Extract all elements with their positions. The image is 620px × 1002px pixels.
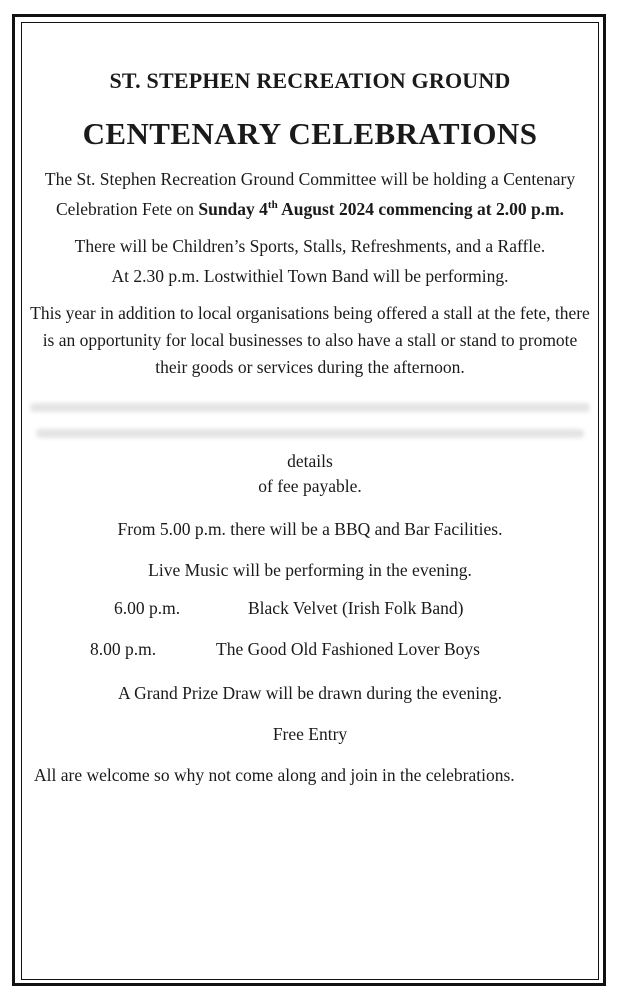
schedule-time: 6.00 p.m. bbox=[114, 597, 181, 618]
intro-text: The St. Stephen Recreation Ground Committee will be holding a Centenary Celebration Fete on bbox=[44, 169, 576, 219]
ground-heading: ST. STEPHEN RECREATION GROUND bbox=[109, 68, 511, 93]
free-entry-text: Free Entry bbox=[272, 723, 348, 744]
event-date bbox=[198, 199, 564, 219]
details-text: details bbox=[287, 450, 333, 471]
activities-text: There will be Children’s Sports, Stalls, Refreshments, and a Raffle. bbox=[74, 235, 546, 256]
bbq-text: From 5.00 p.m. there will be a BBQ and Bar Facilities. bbox=[117, 518, 503, 539]
schedule-time: 8.00 p.m. bbox=[90, 638, 157, 659]
schedule-row bbox=[26, 598, 594, 624]
band-text: At 2.30 p.m. Lostwithiel Town Band will be performing. bbox=[111, 265, 509, 286]
intro-paragraph bbox=[26, 166, 594, 222]
notice bbox=[26, 26, 594, 789]
fee-text: of fee payable. bbox=[258, 475, 362, 496]
welcome-text: All are welcome so why not come along and join in the celebrations. bbox=[34, 764, 515, 785]
live-music-text: Live Music will be performing in the evening. bbox=[148, 559, 472, 580]
prize-draw-text: A Grand Prize Draw will be drawn during the evening. bbox=[118, 682, 502, 703]
event-date-suffix: th bbox=[267, 199, 278, 211]
schedule-act: Black Velvet (Irish Folk Band) bbox=[248, 597, 464, 618]
event-date-day: Sunday 4 bbox=[198, 198, 268, 219]
stalls-text: This year in addition to local organisations being offered a stall at the fete, there is an opportunity for local businesses to also have a stall or stand to promote their goods or services during the afternoon. bbox=[30, 302, 590, 377]
schedule-row bbox=[26, 639, 594, 665]
redacted-text bbox=[26, 395, 594, 449]
schedule-act: The Good Old Fashioned Lover Boys bbox=[216, 638, 480, 659]
event-date-rest: August 2024 commencing at 2.00 p.m. bbox=[277, 198, 565, 219]
event-title: CENTENARY CELEBRATIONS bbox=[82, 116, 538, 151]
